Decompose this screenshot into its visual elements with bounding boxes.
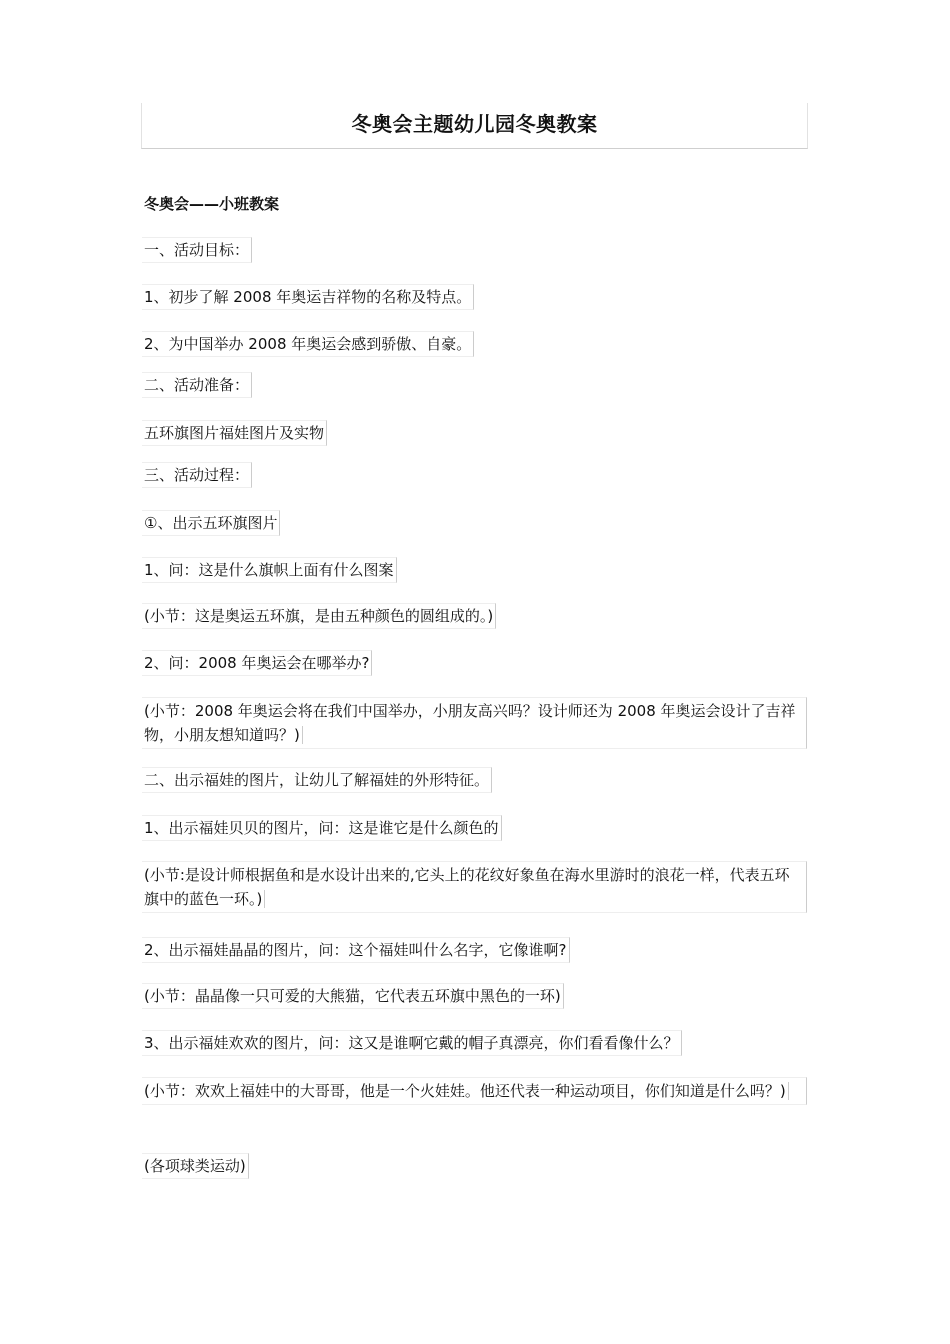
document-title: 冬奥会主题幼儿园冬奥教案: [351, 112, 598, 136]
text-line: 3、出示福娃欢欢的图片，问：这又是谁啊它戴的帽子真漂亮，你们看看像什么？: [142, 1030, 682, 1056]
text-line: (小节：晶晶像一只可爱的大熊猫，它代表五环旗中黑色的一环): [142, 983, 564, 1009]
text-line: 五环旗图片福娃图片及实物: [142, 420, 327, 446]
text-line: ①、出示五环旗图片: [142, 510, 280, 536]
text-paragraph: [142, 861, 807, 913]
text-line: (各项球类运动): [142, 1153, 249, 1179]
text-line: 二、活动准备：: [142, 372, 252, 398]
text-paragraph: [142, 1077, 807, 1105]
text-line: 1、出示福娃贝贝的图片，问：这是谁它是什么颜色的: [142, 815, 502, 841]
text-line: 一、活动目标：: [142, 237, 252, 263]
text-line: 2、问：2008 年奥运会在哪举办?: [142, 650, 372, 676]
text-paragraph: [142, 697, 807, 749]
text-line: 三、活动过程：: [142, 462, 252, 488]
text-line: (小节：这是奥运五环旗，是由五种颜色的圆组成的。): [142, 603, 496, 629]
text-line: 1、问：这是什么旗帜上面有什么图案: [142, 557, 397, 583]
paragraph-text: (小节：2008 年奥运会将在我们中国举办，小朋友高兴吗？设计师还为 2008 年奥运会设计了吉祥物，小朋友想知道吗？): [144, 702, 796, 744]
section-heading: 冬奥会——小班教案: [144, 195, 280, 213]
text-line: 二、出示福娃的图片，让幼儿了解福娃的外形特征。: [142, 767, 492, 793]
text-line: 2、出示福娃晶晶的图片，问：这个福娃叫什么名字，它像谁啊?: [142, 937, 570, 963]
paragraph-text: (小节：欢欢上福娃中的大哥哥，他是一个火娃娃。他还代表一种运动项目，你们知道是什么吗？): [144, 1082, 789, 1100]
paragraph-text: (小节:是设计师根据鱼和是水设计出来的,它头上的花纹好象鱼在海水里游时的浪花一样，代表五环旗中的蓝色一环。): [144, 866, 790, 908]
title-box: [141, 103, 808, 149]
text-line: 1、初步了解 2008 年奥运吉祥物的名称及特点。: [142, 284, 474, 310]
text-line: 2、为中国举办 2008 年奥运会感到骄傲、自豪。: [142, 331, 474, 357]
